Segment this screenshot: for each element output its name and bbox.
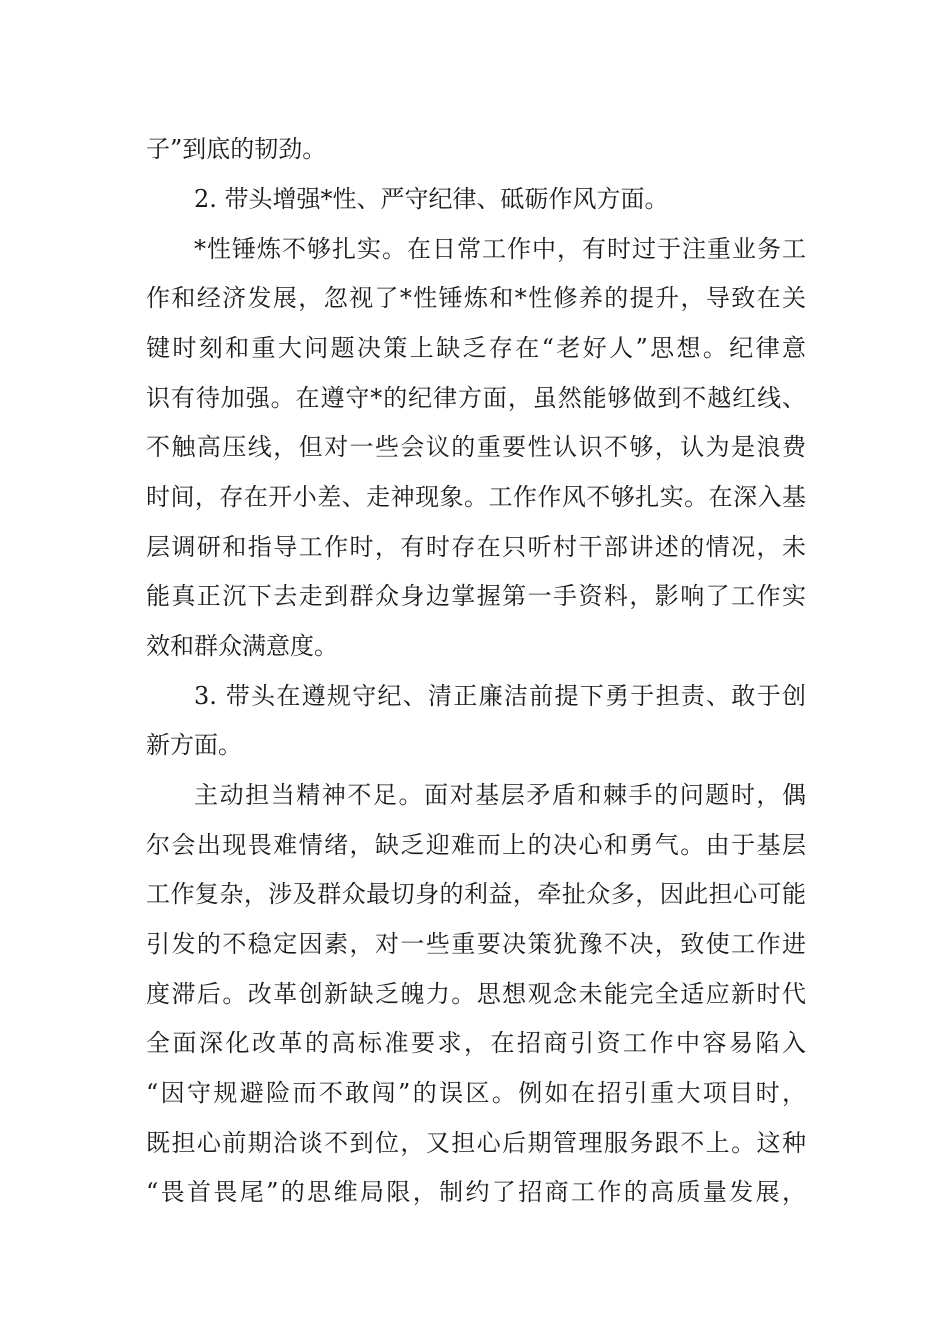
text-line: *性锤炼不够扎实。在日常工作中，有时过于注重业务工 bbox=[194, 235, 806, 263]
section-heading: 2. 带头增强*性、严守纪律、砥砺作风方面。 bbox=[194, 185, 669, 213]
text-line: “畏首畏尾”的思维局限，制约了招商工作的高质量发展， bbox=[146, 1178, 806, 1206]
text-line: 效和群众满意度。 bbox=[146, 632, 338, 660]
text-line: 引发的不稳定因素，对一些重要决策犹豫不决，致使工作进 bbox=[146, 930, 806, 958]
text-line: 不触高压线，但对一些会议的重要性认识不够，认为是浪费 bbox=[146, 433, 806, 461]
text-line: 全面深化改革的高标准要求，在招商引资工作中容易陷入 bbox=[146, 1029, 806, 1057]
text-line: 主动担当精神不足。面对基层矛盾和棘手的问题时，偶 bbox=[194, 781, 806, 809]
text-line: 识有待加强。在遵守*的纪律方面，虽然能够做到不越红线、 bbox=[146, 384, 806, 412]
text-line: 能真正沉下去走到群众身边掌握第一手资料，影响了工作实 bbox=[146, 582, 806, 610]
section-heading: 新方面。 bbox=[146, 731, 242, 759]
text-line: 度滞后。改革创新缺乏魄力。思想观念未能完全适应新时代 bbox=[146, 980, 806, 1008]
text-line: 键时刻和重大问题决策上缺乏存在“老好人”思想。纪律意 bbox=[146, 334, 806, 362]
text-line: 作和经济发展，忽视了*性锤炼和*性修养的提升，导致在关 bbox=[146, 284, 806, 312]
text-line: 时间，存在开小差、走神现象。工作作风不够扎实。在深入基 bbox=[146, 483, 806, 511]
section-heading: 3. 带头在遵规守纪、清正廉洁前提下勇于担责、敢于创 bbox=[194, 682, 806, 710]
text-line: 子”到底的韧劲。 bbox=[146, 135, 327, 163]
text-line: 尔会出现畏难情绪，缺乏迎难而上的决心和勇气。由于基层 bbox=[146, 831, 806, 859]
text-line: 工作复杂，涉及群众最切身的利益，牵扯众多，因此担心可能 bbox=[146, 880, 806, 908]
text-line: “因守规避险而不敢闯”的误区。例如在招引重大项目时， bbox=[146, 1079, 806, 1107]
text-line: 既担心前期洽谈不到位，又担心后期管理服务跟不上。这种 bbox=[146, 1129, 806, 1157]
text-line: 层调研和指导工作时，有时存在只听村干部讲述的情况，未 bbox=[146, 533, 806, 561]
